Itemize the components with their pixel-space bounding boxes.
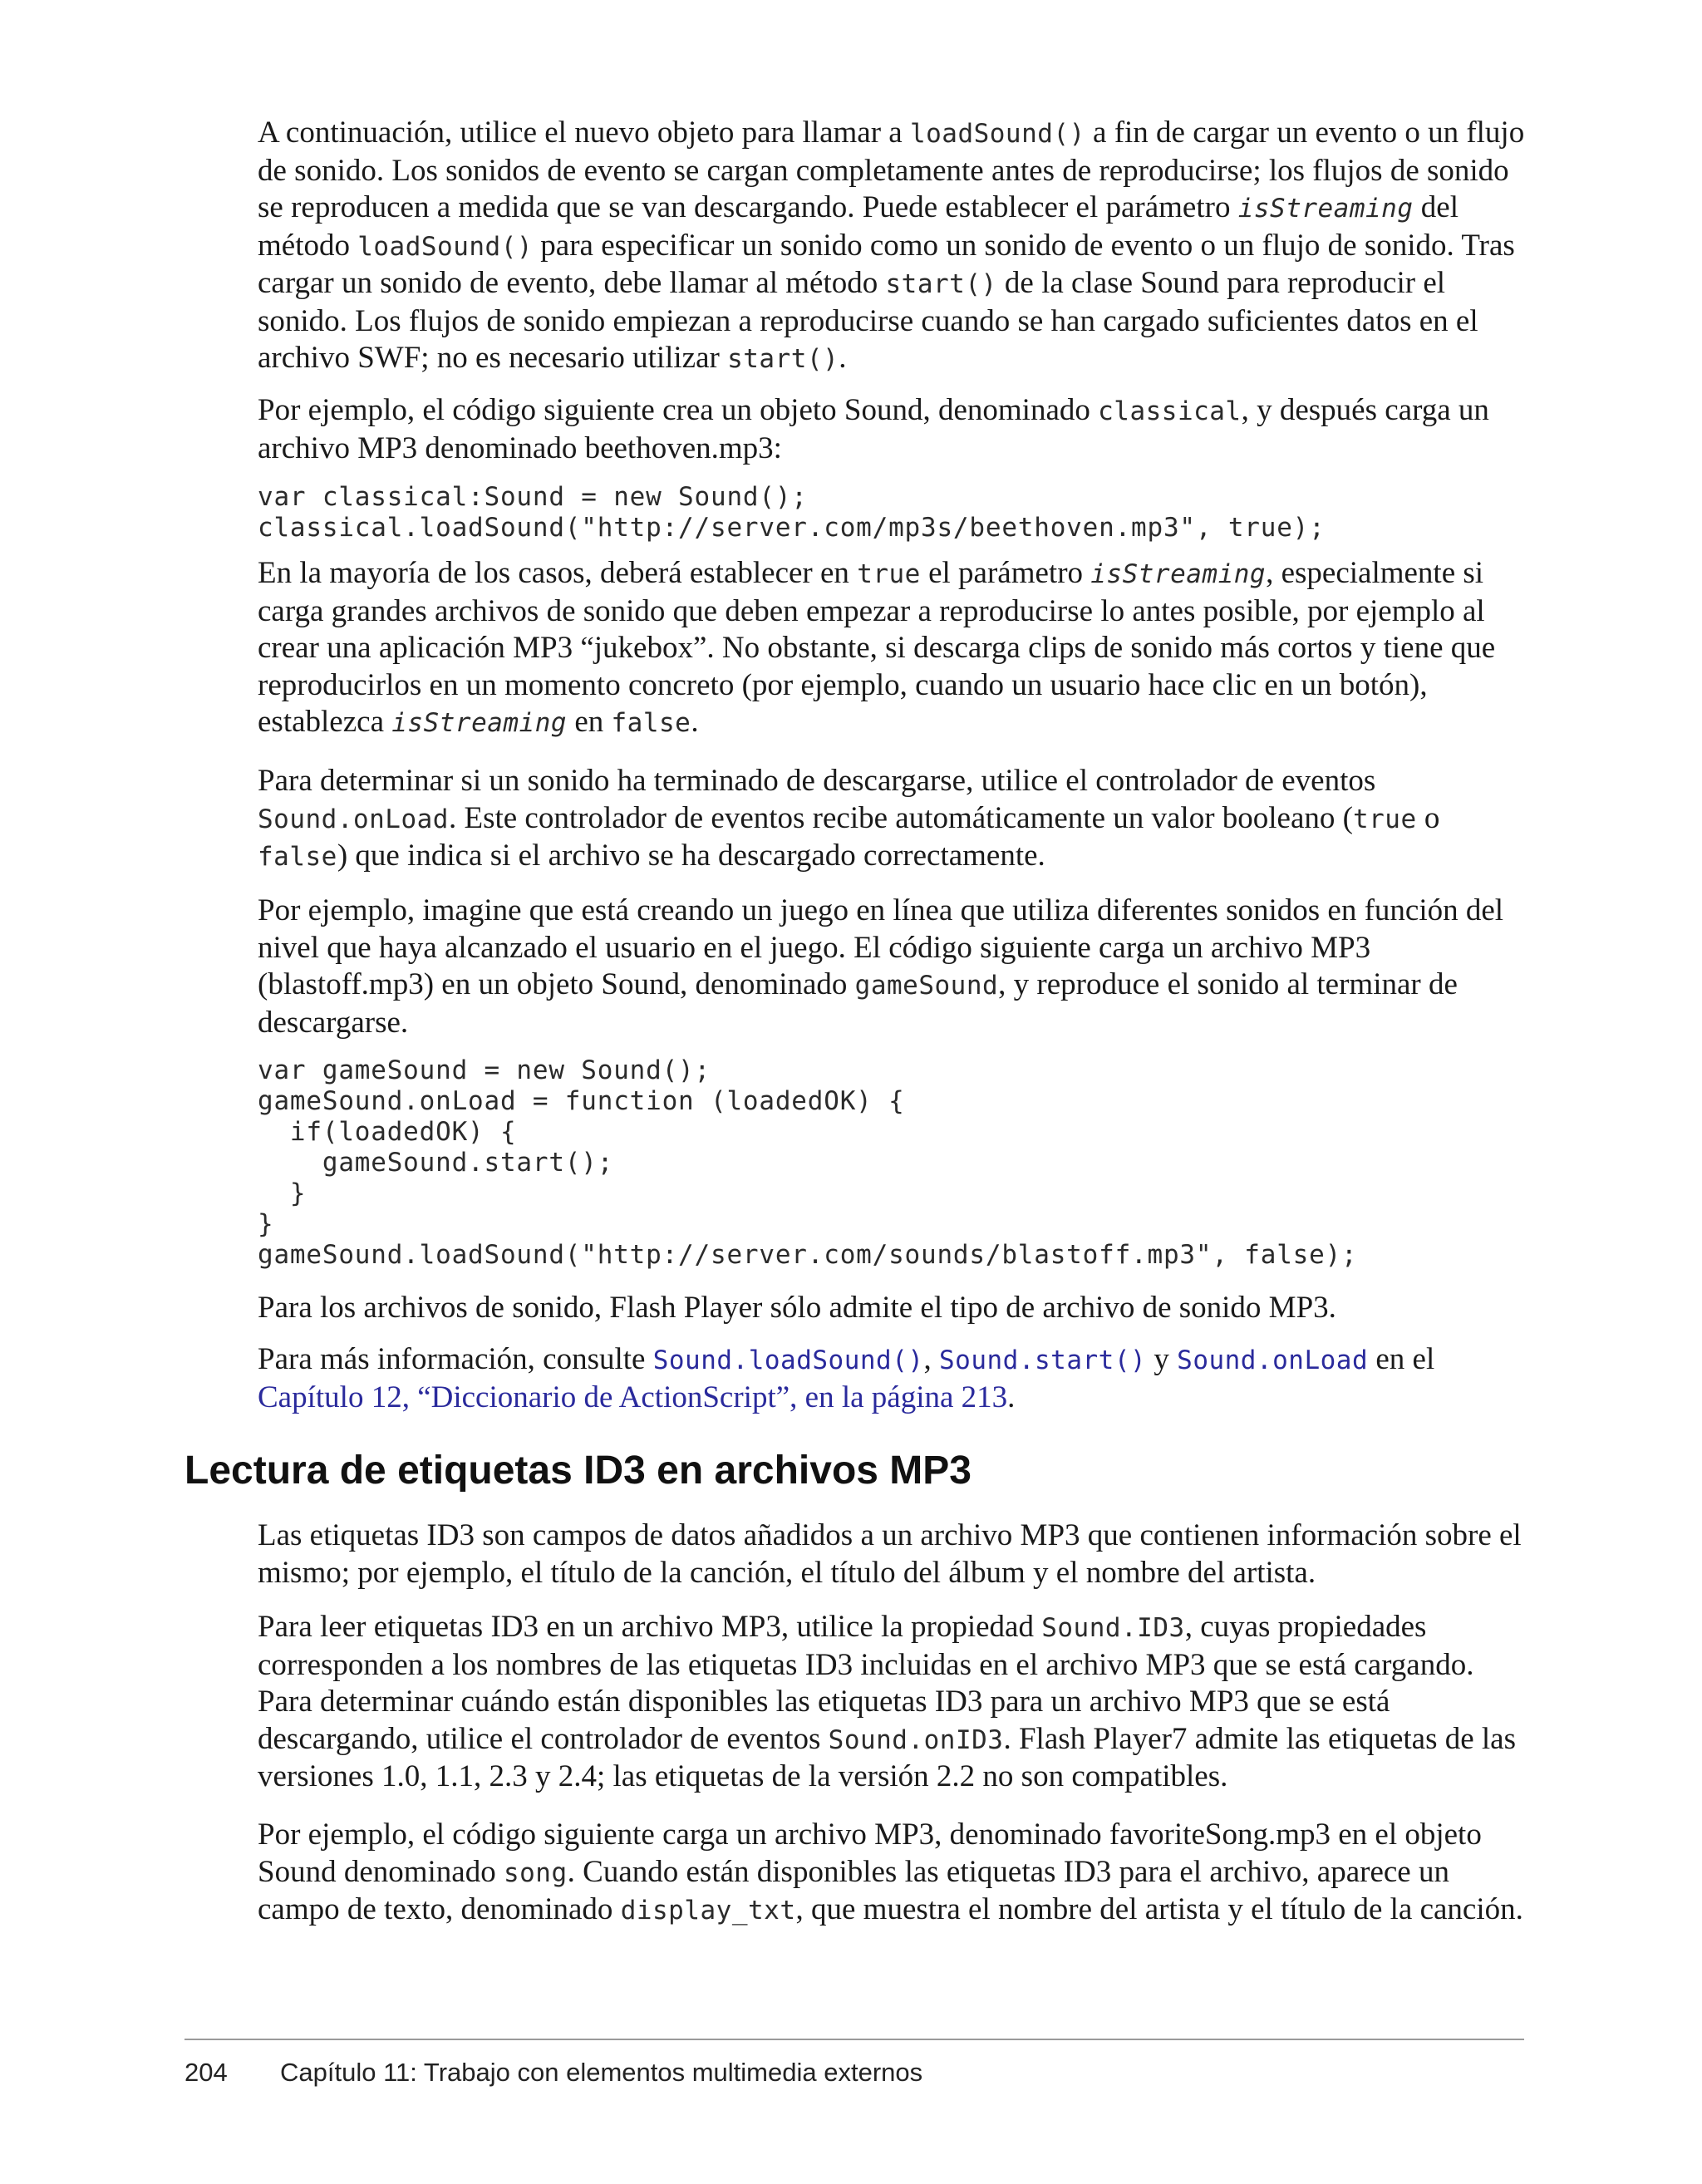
inline-code: gameSound [854, 971, 999, 1001]
text: Para más información, consulte [258, 1342, 653, 1376]
paragraph-onload [258, 763, 1529, 876]
inline-code: isStreaming [1090, 559, 1267, 589]
inline-code: isStreaming [391, 708, 568, 738]
text: Para los archivos de sonido, Flash Player sólo admite el tipo de archivo de sonido MP3. [258, 1291, 1336, 1325]
paragraph-loadsound-intro [258, 115, 1529, 378]
code-line: var gameSound = new Sound(); [258, 1055, 711, 1085]
text: del método [258, 190, 1459, 263]
paragraph-classical-example [258, 392, 1529, 467]
text: el parámetro [920, 556, 1091, 590]
text: a fin de cargar un evento o un flujo de sonido. Los sonidos de evento se cargan completamente antes de reproducirse; los flujos de sonido se reproducen a medida que se van descargando. Puede establecer el parámetro [258, 116, 1525, 224]
inline-code: Sound.onLoad [258, 804, 449, 834]
text: Por ejemplo, el código siguiente crea un objeto Sound, denominado [258, 393, 1099, 427]
text: . [691, 705, 699, 739]
paragraph-id3-reading [258, 1609, 1529, 1796]
text: , cuyas propiedades corresponden a los nombres de las etiquetas ID3 incluidas en el archivo MP3 que se está cargando. Para determinar cuándo están disponibles las etiquetas ID3 para un archivo MP3 que se está descargando, utilice el controlador de eventos [258, 1610, 1474, 1756]
code-line: } [258, 1209, 274, 1239]
inline-code: Sound.onID3 [828, 1724, 1004, 1755]
paragraph-id3-example [258, 1817, 1529, 1930]
inline-code: display_txt [620, 1896, 796, 1926]
page-number: 204 [184, 2058, 228, 2087]
code-line: var classical:Sound = new Sound(); [258, 482, 808, 512]
text: , que muestra el nombre del artista y el título de la canción. [795, 1892, 1523, 1926]
paragraph-gamesound-example [258, 893, 1529, 1041]
code-line: if(loadedOK) { [258, 1117, 517, 1147]
text: , y después carga un archivo MP3 denominado beethoven.mp3: [258, 393, 1489, 465]
inline-code: start() [727, 344, 839, 374]
inline-code: false [258, 842, 337, 872]
text: de la clase Sound para reproducir el sonido. Los flujos de sonido empiezan a reproducirse cuando se han cargado suficientes datos en el archivo SWF; no es necesario utilizar [258, 266, 1478, 375]
text: . Este controlador de eventos recibe automáticamente un valor booleano ( [448, 800, 1353, 835]
text: Para determinar si un sonido ha terminado de descargarse, utilice el controlador de eventos [258, 764, 1376, 798]
text: . [839, 341, 847, 375]
text: en [567, 705, 612, 739]
text: A continuación, utilice el nuevo objeto para llamar a [258, 116, 910, 150]
link-sound-loadsound[interactable]: Sound.loadSound() [652, 1345, 924, 1375]
paragraph-mp3-support [258, 1290, 1529, 1327]
section-heading: Lectura de etiquetas ID3 en archivos MP3 [184, 1449, 972, 1493]
text: Por ejemplo, el código siguiente carga un archivo MP3, denominado favoriteSong.mp3 en el objeto Sound denominado [258, 1818, 1482, 1889]
inline-code: loadSound() [909, 119, 1085, 149]
link-chapter-12[interactable]: Capítulo 12, “Diccionario de ActionScript”, en la página 213 [258, 1380, 1008, 1414]
inline-code: Sound.ID3 [1041, 1613, 1185, 1643]
inline-code: isStreaming [1237, 194, 1414, 224]
code-block-classical [258, 482, 1529, 544]
chapter-title: Capítulo 11: Trabajo con elementos multimedia externos [280, 2058, 923, 2087]
text: Para leer etiquetas ID3 en un archivo MP3, utilice la propiedad [258, 1610, 1042, 1644]
text: y [1146, 1342, 1178, 1376]
code-line: classical.loadSound("http://server.com/mp3s/beethoven.mp3", true); [258, 513, 1326, 543]
code-line: gameSound.start(); [258, 1148, 614, 1178]
paragraph-isstreaming [258, 555, 1529, 742]
paragraph-id3-definition [258, 1517, 1529, 1591]
text: . [1007, 1380, 1016, 1414]
text: En la mayoría de los casos, deberá establecer en [258, 556, 858, 590]
inline-code: song [503, 1857, 568, 1888]
text: Por ejemplo, imagine que está creando un juego en línea que utiliza diferentes sonidos en función del nivel que haya alcanzado el usuario en el juego. El código siguiente carga un archivo MP3 (blastoff.mp3) en un objeto Sound, denominado [258, 893, 1504, 1001]
inline-code: classical [1098, 396, 1242, 426]
paragraph-more-info [258, 1341, 1529, 1416]
text: en el [1368, 1342, 1435, 1376]
code-block-gamesound [258, 1055, 1529, 1271]
text: , y reproduce el sonido al terminar de descargarse. [258, 967, 1458, 1040]
link-sound-onload[interactable]: Sound.onLoad [1177, 1345, 1369, 1375]
inline-code: false [611, 708, 691, 738]
text: ) que indica si el archivo se ha descargado correctamente. [337, 839, 1045, 873]
text: , [923, 1342, 940, 1376]
link-sound-start[interactable]: Sound.start() [939, 1345, 1147, 1375]
inline-code: start() [885, 269, 997, 299]
text: . Flash Player7 admite las etiquetas de las versiones 1.0, 1.1, 2.3 y 2.4; las etiquetas de la versión 2.2 no son compatibles. [258, 1721, 1516, 1793]
inline-code: true [1352, 804, 1417, 834]
text: Las etiquetas ID3 son campos de datos añadidos a un archivo MP3 que contienen información sobre el mismo; por ejemplo, el título de la canción, el título del álbum y el nombre del artista. [258, 1518, 1522, 1590]
text: para especificar un sonido como un sonido de evento o un flujo de sonido. Tras cargar un sonido de evento, debe llamar al método [258, 228, 1515, 300]
code-line: gameSound.onLoad = function (loadedOK) { [258, 1086, 905, 1116]
footer-divider [184, 2039, 1524, 2040]
text: , especialmente si carga grandes archivos de sonido que deben empezar a reproducirse lo antes posible, por ejemplo al crear una aplicación MP3 “jukebox”. No obstante, si descarga clips de sonido más cortos y tiene que reproducirlos en un momento concreto (por ejemplo, cuando un usuario hace clic en un botón), establezca [258, 556, 1496, 739]
text: o [1416, 800, 1440, 835]
code-line: gameSound.loadSound("http://server.com/sounds/blastoff.mp3", false); [258, 1240, 1358, 1270]
code-line: } [258, 1178, 307, 1208]
inline-code: true [857, 559, 921, 589]
text: . Cuando están disponibles las etiquetas ID3 para el archivo, aparece un campo de texto, denominado [258, 1854, 1449, 1926]
inline-code: loadSound() [357, 231, 534, 262]
